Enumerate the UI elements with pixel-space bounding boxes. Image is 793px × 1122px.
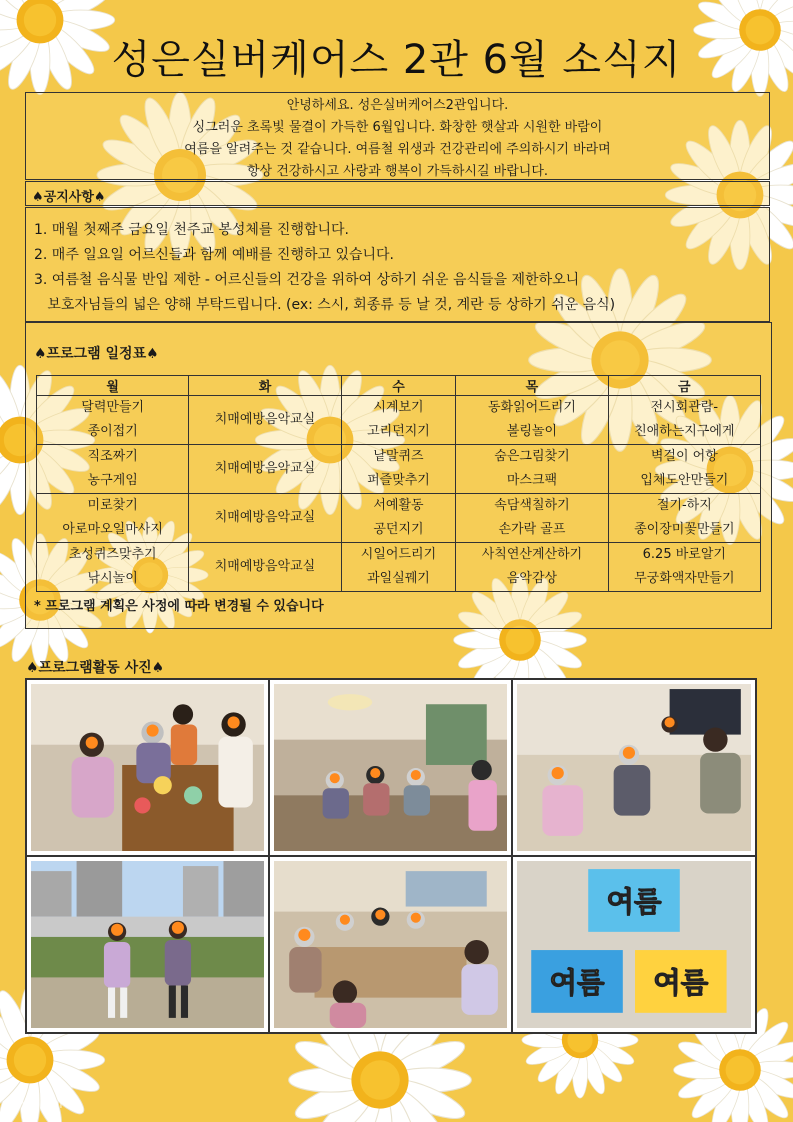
activity-name: 달력만들기 [81, 400, 145, 415]
activity-name: 6.25 바로알기 [642, 547, 726, 562]
schedule-cell [456, 445, 608, 494]
schedule-cell [189, 396, 341, 445]
activity-name: 공던지기 [373, 522, 424, 537]
activity-name: 퍼즐맞추기 [367, 473, 430, 488]
activity-name: 시계보기 [373, 400, 424, 415]
notice-item: 보호자님들의 넓은 양해 부탁드립니다. (ex: 스시, 회종류 등 날 것, 계란 등 상하기 쉬운 음식) [34, 297, 616, 313]
greeting-line: 여름을 알려주는 것 같습니다. 여름철 위생과 건강관리에 주의하시기 바라며 [184, 142, 611, 157]
schedule-cell [608, 445, 760, 494]
activity-name: 숨은그림찾기 [494, 449, 570, 464]
photo-gallery [25, 678, 757, 1034]
activity-name: 절기-하지 [656, 498, 712, 513]
activity-name: 시일어드리기 [360, 547, 437, 562]
greeting-box [25, 92, 770, 180]
greeting-line: 안녕하세요. 성은실버케어스2관입니다. [286, 98, 509, 113]
activity-name: 볼링놀이 [506, 424, 558, 439]
activity-name: 고리던지기 [367, 424, 430, 439]
activity-name: 사칙연산계산하기 [481, 547, 583, 562]
schedule-cell [341, 543, 456, 592]
activity-name: 미로찾기 [87, 498, 138, 513]
column-header: 월 [37, 376, 189, 396]
schedule-cell [456, 494, 608, 543]
schedule-cell [341, 494, 456, 543]
column-header: 목 [456, 376, 608, 396]
activity-name: 아로마오일마사지 [62, 522, 163, 537]
greeting-line: 항상 건강하시고 사랑과 행복이 가득하시길 바랍니다. [246, 164, 549, 179]
activity-name: 농구게임 [87, 473, 138, 488]
activity-name: 치매예방음악교실 [214, 559, 316, 574]
activity-name: 친애하는지구에게 [634, 424, 735, 439]
activity-name: 치매예방음악교실 [214, 412, 316, 427]
activity-name: 종이장미꽃만들기 [634, 522, 735, 537]
activity-name: 치매예방음악교실 [214, 510, 316, 525]
activity-name: 초성퀴즈맞추기 [68, 547, 157, 562]
activity-photo [26, 856, 269, 1033]
artwork-text: 여름 [606, 885, 662, 919]
schedule-cell [608, 543, 760, 592]
activity-name: 직조짜기 [87, 449, 138, 464]
activity-name: 낱말퀴즈 [373, 449, 424, 464]
notice-box [25, 207, 770, 322]
schedule-cell [456, 543, 608, 592]
schedule-cell [608, 396, 760, 445]
column-header: 금 [608, 376, 760, 396]
activity-name: 낚시놀이 [87, 571, 138, 586]
schedule-cell [189, 494, 341, 543]
schedule-row [37, 543, 761, 592]
program-schedule-table [36, 375, 761, 592]
activity-name: 동화읽어드리기 [488, 400, 576, 415]
newsletter-title: 성은실버케어스 2관 6월 소식지 [111, 37, 682, 83]
schedule-row [37, 494, 761, 543]
schedule-cell [37, 543, 189, 592]
photos-heading: ♠프로그램활동 사진♠ [26, 660, 165, 676]
artwork-text: 여름 [653, 966, 709, 1000]
activity-photo [512, 679, 756, 856]
activity-photo [26, 679, 269, 856]
activity-photo [269, 679, 512, 856]
schedule-row [37, 396, 761, 445]
activity-name: 종이접기 [87, 424, 138, 439]
schedule-cell [37, 396, 189, 445]
activity-name: 손가락 골프 [498, 522, 566, 537]
schedule-cell [608, 494, 760, 543]
schedule-row [37, 445, 761, 494]
schedule-cell [37, 494, 189, 543]
schedule-cell [456, 396, 608, 445]
column-header: 화 [189, 376, 341, 396]
column-header: 수 [341, 376, 456, 396]
program-note: * 프로그램 계획은 사정에 따라 변경될 수 있습니다 [34, 599, 324, 614]
schedule-cell [341, 445, 456, 494]
program-heading: ♠프로그램 일정표♠ [34, 346, 159, 362]
activity-name: 서예활동 [373, 498, 424, 513]
activity-name: 치매예방음악교실 [214, 461, 316, 476]
schedule-cell [37, 445, 189, 494]
activity-photo [269, 856, 512, 1033]
greeting-line: 싱그러운 초록빛 물결이 가득한 6월입니다. 화창한 햇살과 시원한 바람이 [192, 120, 603, 135]
activity-name: 전시회관람- [650, 400, 719, 415]
activity-name: 벽걸이 어항 [650, 449, 718, 464]
activity-name: 과일실꿰기 [367, 571, 430, 586]
artwork-text: 여름 [549, 966, 605, 1000]
notice-item: 3. 여름철 음식물 반입 제한 - 어르신들의 건강을 위하여 상하기 쉬운 음식들을 제한하오니 [34, 272, 580, 288]
schedule-cell [189, 445, 341, 494]
activity-name: 무궁화액자만들기 [634, 571, 735, 586]
schedule-cell [189, 543, 341, 592]
notice-heading: ♠공지사항♠ [25, 181, 770, 206]
program-section [25, 322, 772, 629]
notice-item: 2. 매주 일요일 어르신들과 함께 예배를 진행하고 있습니다. [34, 247, 395, 263]
notice-item: 1. 매월 첫째주 금요일 천주교 봉성체를 진행합니다. [34, 222, 349, 238]
activity-name: 입체도안만들기 [640, 473, 729, 488]
activity-name: 속담색칠하기 [494, 498, 570, 513]
schedule-cell [341, 396, 456, 445]
activity-name: 음악감상 [506, 571, 558, 586]
watermark-text: rawpixel [8, 1097, 63, 1112]
activity-photo [512, 856, 756, 1033]
activity-name: 마스크팩 [506, 473, 558, 488]
